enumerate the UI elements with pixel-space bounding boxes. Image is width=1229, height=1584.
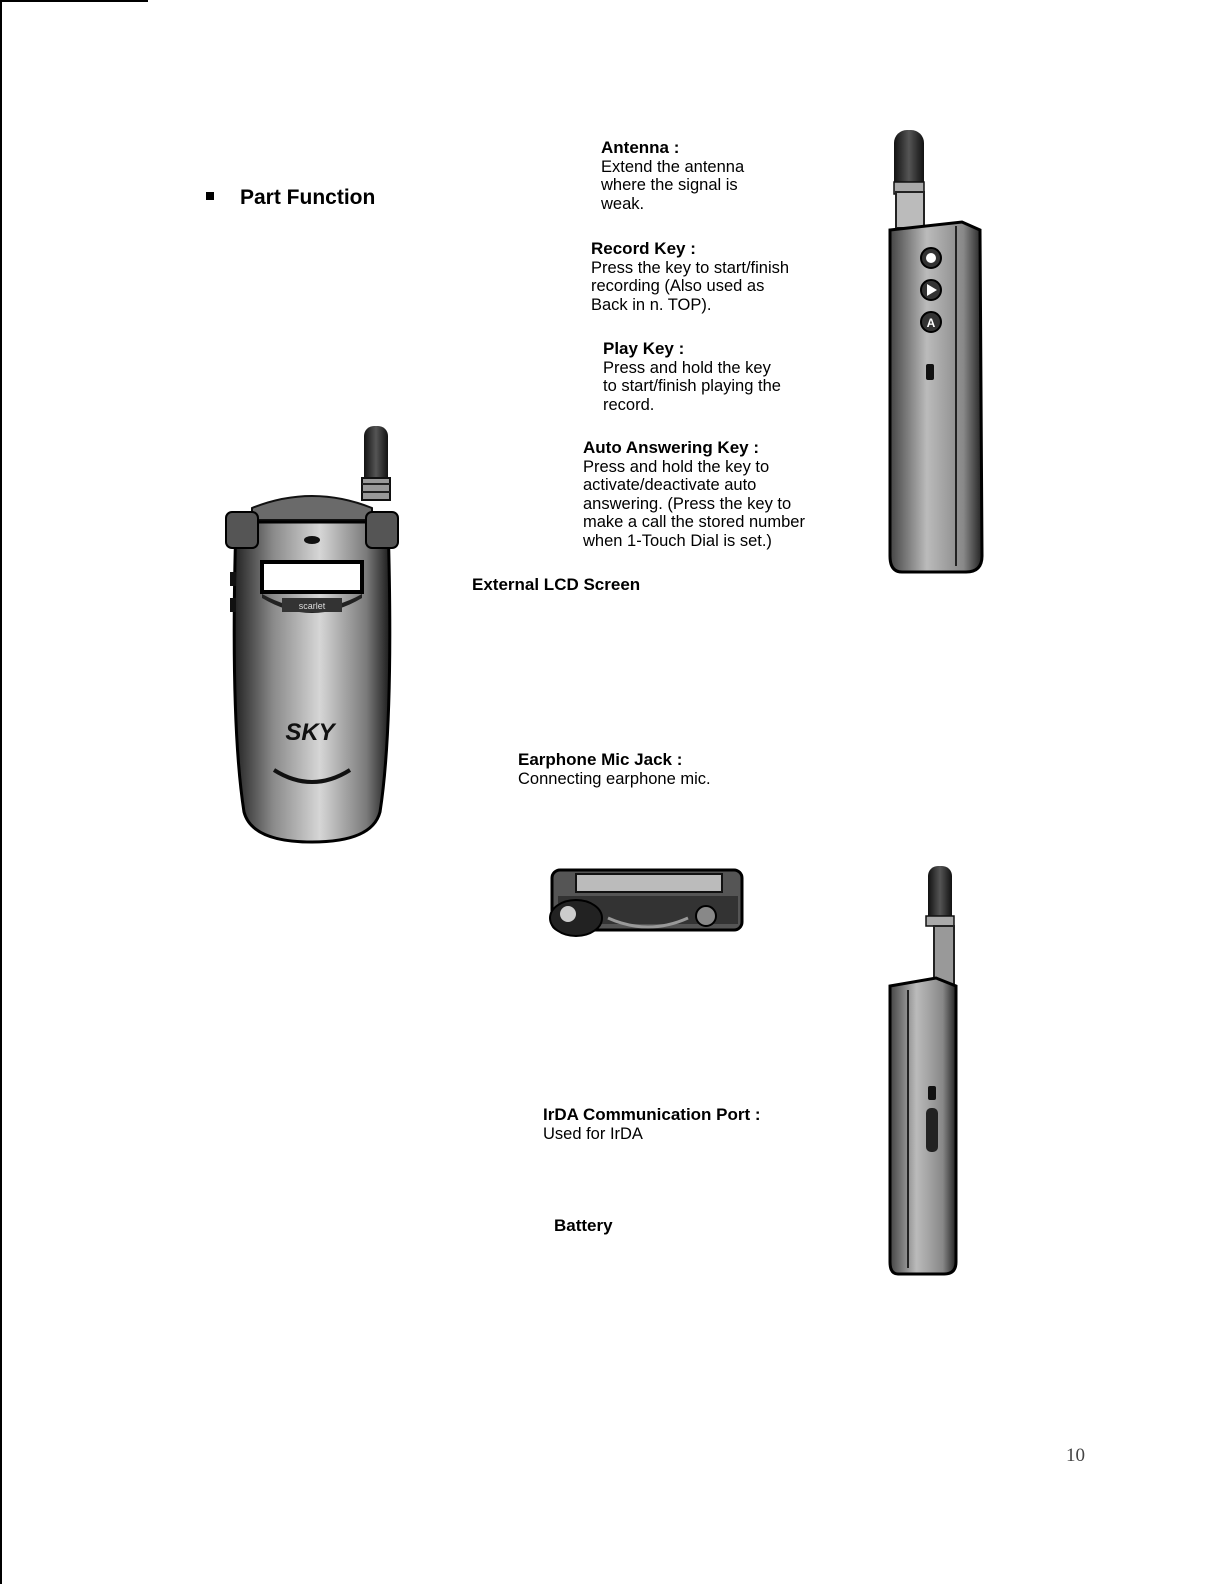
callout-irda-port	[543, 1106, 803, 1143]
callout-play-line: Press and hold the key	[603, 358, 771, 377]
page-border-top	[0, 0, 148, 2]
callout-mic-line: Connecting earphone mic.	[518, 769, 711, 788]
callout-play-line: to start/finish playing the	[603, 377, 781, 395]
callout-auto-line: activate/deactivate auto	[583, 476, 757, 494]
callout-auto-answering-key	[583, 439, 853, 550]
callout-antenna	[601, 139, 791, 213]
section-heading	[206, 186, 375, 210]
callout-antenna-line: where the signal is	[601, 176, 738, 194]
callout-auto-line: Press and hold the key to	[583, 457, 770, 476]
callout-record-title: Record Key :	[591, 239, 696, 258]
svg-text:A: A	[926, 316, 936, 330]
callout-record-line: Press the key to start/finish	[591, 258, 790, 277]
page-number: 10	[1066, 1445, 1085, 1466]
callout-play-line: record.	[603, 395, 655, 414]
callout-irda-line: Used for IrDA	[543, 1124, 643, 1143]
phone-front-icon	[222, 422, 402, 847]
callout-battery-title: Battery	[554, 1216, 613, 1235]
phone-side-left-icon	[884, 862, 974, 1282]
callout-auto-title: Auto Answering Key :	[583, 438, 759, 457]
callout-external-lcd	[472, 576, 640, 595]
phone-bottom-icon	[548, 866, 748, 942]
callout-record-key	[591, 240, 831, 314]
phone-screen-text: scarlet	[298, 601, 326, 611]
callout-mic-title: Earphone Mic Jack :	[518, 750, 683, 769]
phone-brand-text: SKY	[285, 719, 335, 746]
phone-side-right-icon	[886, 126, 991, 576]
section-heading-text: Part Function	[240, 186, 376, 209]
callout-battery	[554, 1217, 613, 1236]
callout-lcd-title: External LCD Screen	[472, 575, 641, 594]
callout-record-line: Back in n. TOP).	[591, 295, 712, 314]
callout-irda-title: IrDA Communication Port :	[543, 1105, 761, 1124]
callout-play-title: Play Key :	[603, 339, 685, 358]
page-border-left	[0, 0, 2, 1584]
bullet-square-icon	[206, 192, 214, 200]
callout-auto-line: when 1-Touch Dial is set.)	[583, 531, 772, 550]
callout-record-line: recording (Also used as	[591, 277, 765, 295]
callout-auto-line: answering. (Press the key to	[583, 494, 792, 513]
callout-antenna-line: weak.	[601, 194, 645, 213]
callout-antenna-line: Extend the antenna	[601, 157, 745, 176]
callout-auto-line: make a call the stored number	[583, 513, 805, 531]
callout-earphone-mic-jack	[518, 751, 778, 788]
callout-play-key	[603, 340, 823, 414]
callout-antenna-title: Antenna :	[601, 138, 680, 157]
